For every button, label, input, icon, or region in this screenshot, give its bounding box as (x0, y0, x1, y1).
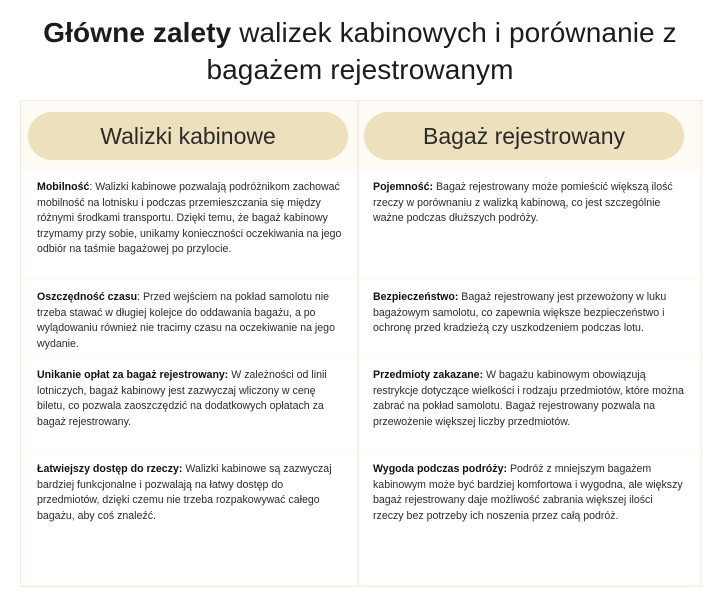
cabin-advantage-cell (21, 358, 357, 450)
checked-advantage-cell (359, 170, 699, 278)
cabin-advantage-cell (21, 170, 357, 278)
cabin-advantage-cell (21, 452, 357, 584)
checked-advantage-cell (359, 452, 699, 584)
header-cabin-luggage: Walizki kabinowe (28, 112, 348, 160)
cell-term: Przedmioty zakazane: (373, 369, 484, 381)
cell-text: Podróż z mniejszym bagażem kabinowym może być bardziej komfortowa i wygodna, ale większy bagaż rejestrowany daje możliwość zabrania większej ilości rzeczy bez potrzeby ich noszenia przez całą podróż. (373, 463, 683, 522)
cell-text: Walizki kabinowe są zazwyczaj bardziej funkcjonalne i pozwalają na łatwy dostęp do przedmiotów, dzięki czemu nie trzeba rozpakowywać całego bagażu, aby coś znaleźć. (37, 463, 332, 522)
cell-term: Łatwiejszy dostęp do rzeczy: (37, 463, 183, 475)
cell-text: : Walizki kabinowe pozwalają podróżnikom zachować mobilność na lotnisku i podczas przemieszczania się między różnymi środkami transportu. Dzięki temu, że bagaż kabinowy trzymamy przy sobie, unikamy konieczności oczekiwania na jego odbiór na taśmie bagażowej po przylocie. (37, 181, 342, 256)
cabin-advantage-cell (21, 280, 357, 356)
title-rest: walizek kabinowych i porównanie z bagażem rejestrowanym (206, 17, 677, 85)
cell-text: Bagaż rejestrowany jest przewożony w luku bagażowym samolotu, co zapewnia większe bezpieczeństwo i ochronę przed kradzieżą czy uszkodzeniem podczas lotu. (373, 291, 667, 335)
checked-advantage-cell (359, 280, 699, 356)
checked-advantage-cell (359, 358, 699, 450)
cell-term: Oszczędność czasu (37, 291, 138, 303)
page-title (0, 14, 720, 88)
cell-text: W zależności od linii lotniczych, bagaż kabinowy jest zazwyczaj wliczony w cenę biletu, co pozwala zaoszczędzić na dodatkowych opłatach za bagaż rejestrowany. (37, 369, 327, 428)
cell-term: Pojemność: (373, 181, 434, 193)
header-checked-luggage: Bagaż rejestrowany (364, 112, 684, 160)
cell-term: Unikanie opłat za bagaż rejestrowany: (37, 369, 229, 381)
cell-term: Bezpieczeństwo: (373, 291, 459, 303)
cell-text: W bagażu kabinowym obowiązują restrykcje dotyczące wielkości i rodzaju przedmiotów, które można zabrać na pokład samolotu. Bagaż rejestrowany pozwala na przewożenie większej liczby przedmiotów. (373, 369, 684, 428)
cell-term: Wygoda podczas podróży: (373, 463, 507, 475)
cell-text: Bagaż rejestrowany może pomieścić większą ilość rzeczy w porównaniu z walizką kabinową, co jest szczególnie ważne podczas dłuższych podróży. (373, 181, 673, 225)
cell-term: Mobilność (37, 181, 90, 193)
cell-text: : Przed wejściem na pokład samolotu nie trzeba stawać w długiej kolejce do oddawania bagażu, a po wylądowaniu również nie tracimy czasu na oczekiwanie na jego wydanie. (37, 291, 335, 350)
title-bold: Główne zalety (43, 17, 232, 48)
